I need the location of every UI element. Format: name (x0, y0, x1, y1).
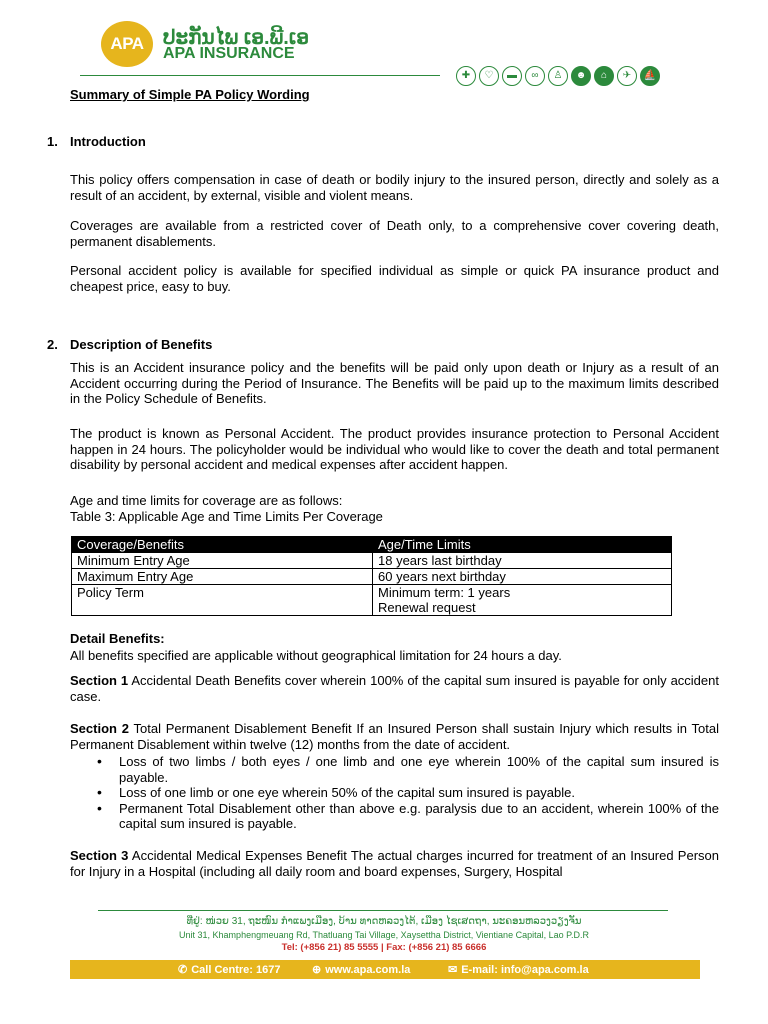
header-divider (80, 75, 440, 76)
section-number: 2. (47, 337, 58, 352)
section-text: Accidental Medical Expenses Benefit The actual charges incurred for treatment of an Insured Person for Injury in a Hospital (including all daily room and board expenses, Surgery, Hospital (70, 848, 720, 879)
table-header: Coverage/Benefits (72, 537, 373, 553)
call-centre-text: Call Centre: 1677 (191, 963, 281, 976)
globe-icon: ⊕ (312, 964, 322, 976)
section-1-paragraph (70, 673, 719, 704)
paragraph: Personal accident policy is available for specified individual as simple or quick PA insurance product and cheapest price, easy to buy. (70, 263, 719, 294)
table-row (72, 569, 672, 585)
paragraph: Coverages are available from a restricted cover of Death only, to a comprehensive cover covering death, permanent disablements. (70, 218, 719, 249)
detail-benefits-heading: Detail Benefits: (70, 631, 165, 646)
table-cell: Maximum Entry Age (72, 569, 373, 585)
table-intro: Age and time limits for coverage are as follows: (70, 493, 343, 508)
document-title: Summary of Simple PA Policy Wording (70, 87, 310, 102)
service-icons (456, 66, 660, 86)
list-item: • Loss of two limbs / both eyes / one limb and one eye wherein 100% of the capital sum insured is payable. (97, 754, 719, 785)
footer-divider (98, 910, 668, 911)
logo-mark: APA (110, 34, 144, 53)
house-icon: ⌂ (594, 66, 614, 86)
section-2-paragraph (70, 721, 719, 752)
section-label: Section 1 (70, 673, 129, 688)
email-text: E-mail: info@apa.com.la (461, 963, 589, 976)
table-cell: 60 years next birthday (373, 569, 672, 585)
paragraph: All benefits specified are applicable without geographical limitation for 24 hours a day. (70, 648, 562, 663)
table-row (72, 553, 672, 569)
website-text: www.apa.com.la (325, 963, 411, 976)
table-header: Age/Time Limits (373, 537, 672, 553)
table-cell: Policy Term (72, 585, 373, 616)
list-item: • Permanent Total Disablement other than above e.g. paralysis due to an accident, wherein 100% of the capital sum insured is payable. (97, 801, 719, 832)
section-heading: Introduction (70, 134, 146, 149)
section-heading: Description of Benefits (70, 337, 213, 352)
age-limits-table (71, 536, 672, 616)
section-label: Section 3 (70, 848, 129, 863)
disablement-bullets (70, 754, 719, 832)
health-icon: ✚ (456, 66, 476, 86)
company-name-en: APA INSURANCE (163, 45, 295, 62)
person-icon: ♙ (548, 66, 568, 86)
paragraph: The product is known as Personal Accident. The product provides insurance protection to Personal Accident happen in 24 hours. The policyholder would be individual who would like to cover the death and total permanent disability by personal accident and medical expenses after accident happen. (70, 426, 719, 472)
section-3-paragraph (70, 848, 719, 879)
motorbike-icon: ∞ (525, 66, 545, 86)
email[interactable] (448, 963, 589, 976)
phone-icon: ✆ (178, 964, 188, 976)
table-row (72, 585, 672, 616)
boat-icon: ⛵ (640, 66, 660, 86)
footer-tel-fax: Tel: (+856 21) 85 5555 | Fax: (+856 21) 85 6666 (281, 942, 487, 953)
footer-contact-bar (70, 960, 700, 979)
family-icon: ☻ (571, 66, 591, 86)
letterhead (0, 0, 768, 90)
apa-logo (101, 21, 153, 67)
paragraph: This is an Accident insurance policy and the benefits will be paid only upon death or Injury as a result of an Accident occurring during the Period of Insurance. The Benefits will be paid up to the maximum limits described in the Policy Schedule of Benefits. (70, 360, 719, 406)
travel-icon: ✈ (617, 66, 637, 86)
call-centre (178, 963, 280, 976)
table-cell (373, 585, 672, 616)
list-item: • Loss of one limb or one eye wherein 50% of the capital sum insured is payable. (97, 785, 719, 801)
section-text: Accidental Death Benefits cover wherein 100% of the capital sum insured is payable for only accident case. (70, 673, 719, 704)
car-icon: ▬ (502, 66, 522, 86)
section-text: Total Permanent Disablement Benefit If an Insured Person shall sustain Injury which results in Total Permanent Disablement within twelve (12) months from the date of accident. (70, 721, 719, 752)
table-caption: Table 3: Applicable Age and Time Limits Per Coverage (70, 509, 383, 524)
table-cell-line: Renewal request (378, 600, 476, 615)
mail-icon: ✉ (448, 964, 458, 976)
table-cell-line: Minimum term: 1 years (378, 585, 511, 600)
table-header-row (72, 537, 672, 553)
footer-address-lao: ທີ່ຢູ່: ໜ່ວຍ 31, ຖະໜົນ ກຳແພງເມືອງ, ບ້ານ ທາດຫລວງໄຕ້, ເມືອງ ໄຊເສດຖາ, ນະຄອນຫລວງວຽງຈັນ (186, 916, 582, 927)
section-label: Section 2 (70, 721, 129, 736)
paragraph: This policy offers compensation in case of death or bodily injury to the insured person, directly and solely as a result of an accident, by external, visible and violent means. (70, 172, 719, 203)
table-cell: Minimum Entry Age (72, 553, 373, 569)
footer-address-en: Unit 31, Khamphengmeuang Rd, Thatluang Tai Village, Xaysettha District, Vientiane Capital, Lao P.D.R (179, 930, 589, 940)
website[interactable] (312, 963, 410, 976)
company-name-lao: ປະກັນໄພ ເອ.ພີ.ເອ (163, 27, 309, 49)
table-cell: 18 years last birthday (373, 553, 672, 569)
heart-icon: ♡ (479, 66, 499, 86)
section-number: 1. (47, 134, 58, 149)
